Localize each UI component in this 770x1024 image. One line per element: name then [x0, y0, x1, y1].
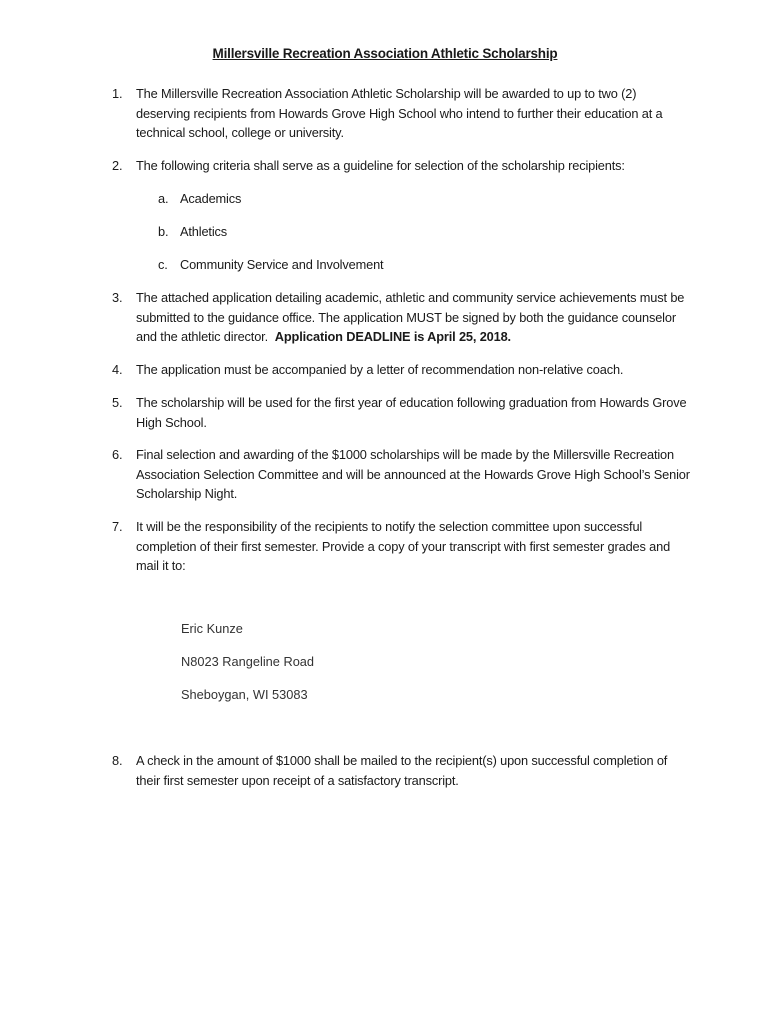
- list-text: [136, 288, 692, 347]
- deadline-text: Application DEADLINE is April 25, 2018.: [274, 329, 511, 345]
- list-text: The Millersville Recreation Association Athletic Scholarship will be awarded to up to two (2) deserving recipients from Howards Grove High School who intend to further their education at a technical school, college or university.: [136, 86, 663, 141]
- criteria-item-c: [158, 255, 383, 275]
- list-number: 2.: [112, 158, 123, 173]
- list-item-8: [112, 751, 692, 790]
- list-item-2: [112, 156, 692, 176]
- list-text: The application must be accompanied by a letter of recommendation non-relative coach.: [136, 362, 624, 377]
- list-item-7: [112, 517, 692, 576]
- list-item-3: [112, 288, 692, 347]
- list-text: The following criteria shall serve as a guideline for selection of the scholarship recipients:: [136, 158, 625, 173]
- address-street: N8023 Rangeline Road: [181, 654, 315, 669]
- criteria-letter: a.: [158, 191, 169, 206]
- list-text: A check in the amount of $1000 shall be mailed to the recipient(s) upon successful completion of their first semester upon receipt of a satisfactory transcript.: [136, 753, 668, 788]
- list-item-6: [112, 445, 692, 504]
- list-item-5: [112, 393, 692, 432]
- criteria-text: Academics: [180, 191, 242, 206]
- criteria-item-a: [158, 189, 241, 209]
- criteria-letter: c.: [158, 257, 168, 272]
- list-text: Final selection and awarding of the $1000 scholarships will be made by the Millersville Recreation Association Selection Committee and will be announced at the Howards Grove High School’s Senior Scholarship Night.: [136, 447, 690, 502]
- list-number: 1.: [112, 86, 123, 101]
- list-number: 6.: [112, 447, 123, 462]
- criteria-text: Community Service and Involvement: [180, 257, 384, 272]
- list-number: 5.: [112, 395, 123, 410]
- list-number: 4.: [112, 362, 123, 377]
- list-item-1: [112, 84, 692, 143]
- address-city: Sheboygan, WI 53083: [181, 687, 308, 702]
- list-number: 8.: [112, 753, 123, 768]
- list-text: The scholarship will be used for the first year of education following graduation from Howards Grove High School.: [136, 395, 687, 430]
- address-name: Eric Kunze: [181, 621, 243, 636]
- list-text: It will be the responsibility of the recipients to notify the selection committee upon successful completion of their first semester. Provide a copy of your transcript with first semester grades and mail it to:: [136, 519, 671, 574]
- list-number: 7.: [112, 519, 123, 534]
- criteria-letter: b.: [158, 224, 169, 239]
- list-item-4: [112, 360, 692, 380]
- criteria-item-b: [158, 222, 227, 242]
- list-text-main: The attached application detailing academic, athletic and community service achievements must be submitted to the guidance office. The application MUST be signed by both the guidance counselor and the athletic director.: [136, 290, 685, 345]
- list-number: 3.: [112, 290, 123, 305]
- criteria-text: Athletics: [180, 224, 228, 239]
- document-title: Millersville Recreation Association Athletic Scholarship: [212, 46, 558, 61]
